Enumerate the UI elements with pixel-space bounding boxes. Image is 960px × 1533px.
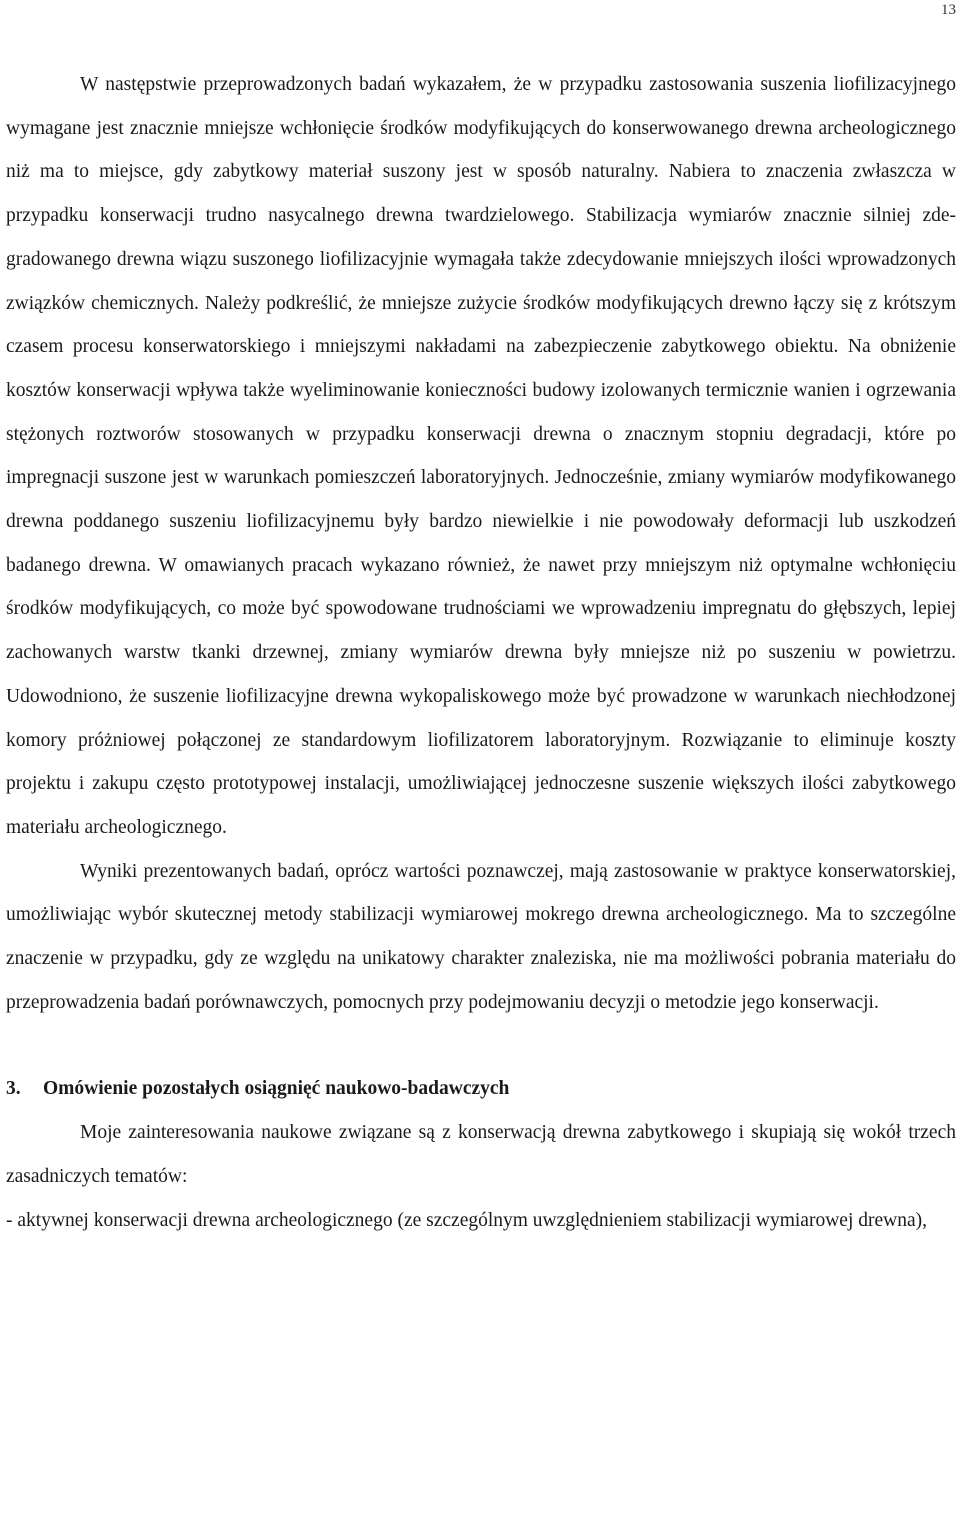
document-body	[6, 63, 956, 1242]
paragraph-applications: Wyniki prezentowanych badań, oprócz wartości poznawczej, mają zastosowanie w praktyce konserwatorskiej, umożliwiając wybór skutecznej metody stabilizacji wymiarowej mokrego drewna archeologicznego. Ma to szczególne znaczenie w przypadku, gdy ze względu na unikatowy charakter znaleziska, nie ma możliwości pobrania materiału do przeprowadzenia badań porównawczych, pomocnych przy podejmowaniu decyzji o metodzie jego konserwacji.	[6, 860, 956, 1013]
section-number: 3.	[6, 1078, 21, 1100]
section-heading	[6, 1067, 956, 1111]
paragraph-findings: W następstwie przeprowadzonych badań wykazałem, że w przypadku zastosowania suszenia liofilizacyjnego wymagane jest znacznie mniejsze wchłonięcie środków modyfikujących do konserwowanego drewna archeologicznego niż ma to miejsce, gdy zabytkowy materiał suszony jest w sposób naturalny. Nabiera to znaczenia zwłaszcza w przypadku konserwacji trudno nasycalnego drewna twardzielowego. Stabilizacja wymiarów znacznie silniej zdegradowanego drewna wiązu suszonego liofilizacyjnie wymagała także zdecydowanie mniejszych ilości wprowadzonych związków chemicznych. Należy podkreślić, że mniejsze zużycie środków modyfikujących drewno łączy się z krótszym czasem procesu konserwatorskiego i mniejszymi nakładami na zabezpieczenie zabytkowego obiektu. Na obniżenie kosztów konserwacji wpływa także wyeliminowanie konieczności budowy izolowanych termicznie wanien i ogrzewania stężonych roztworów stosowanych w przypadku konserwacji drewna o znacznym stopniu degradacji, które po impregnacji suszone jest w warunkach pomieszczeń laboratoryjnych. Jednocześnie, zmiany wymiarów modyfikowanego drewna poddanego suszeniu liofilizacyjnemu były bardzo niewielkie i nie powodowały deformacji lub uszkodzeń badanego drewna. W omawianych pracach wykazano również, że nawet przy mniejszym niż optymalne wchłonięciu środków modyfikujących, co może być spowodowane trudnościami we wprowadzeniu impregnatu do głębszych, lepiej zachowanych warstw tkanki drzewnej, zmiany wymiarów drewna były mniejsze niż po suszeniu w powietrzu. Udowodniono, że suszenie liofilizacyjne drewna wykopaliskowego może być prowadzone w warunkach niechłodzonej komory próżniowej połączonej ze standardowym liofilizatorem laboratoryjnym. Rozwiązanie to eliminuje koszty projektu i zakupu często prototypowej instalacji, umożliwiającej jednoczesne suszenie większych ilości zabytkowego materiału archeologicznego.	[6, 74, 956, 838]
list-item: - aktywnej konserwacji drewna archeologicznego (ze szczególnym uwzględnieniem stabilizacji wymiarowej drewna),	[6, 1209, 927, 1231]
section-intro: Moje zainteresowania naukowe związane są z konserwacją drewna zabytkowego i skupiają się wokół trzech zasadniczych tematów:	[6, 1122, 956, 1187]
page-number: 13	[941, 2, 956, 18]
section-spacer	[6, 1024, 956, 1067]
section-title: Omówienie pozostałych osiągnięć naukowo-badawczych	[43, 1078, 510, 1100]
